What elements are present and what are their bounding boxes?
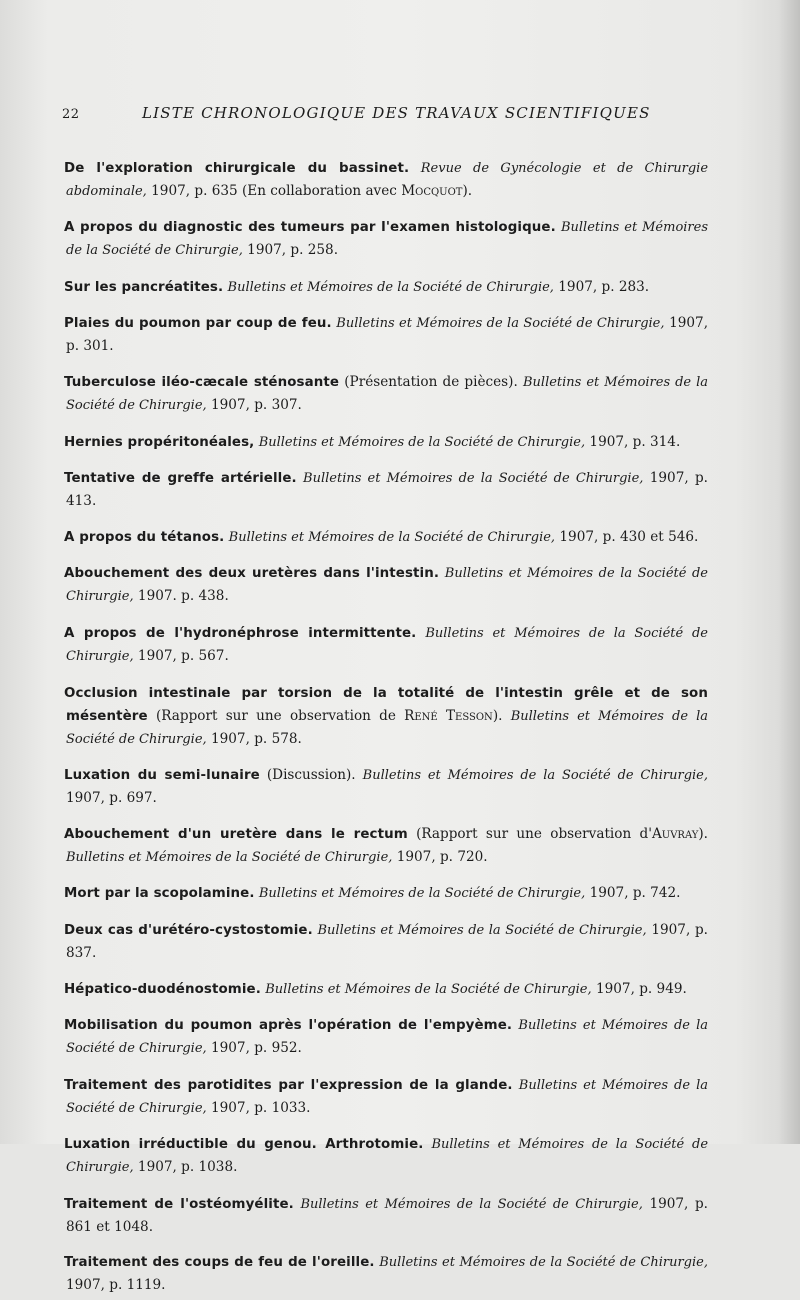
entry-details: 1907, p. 1038. — [137, 1159, 238, 1176]
bibliography-entry — [66, 312, 708, 357]
entry-details: 1907, p. 697. — [66, 790, 157, 807]
entry-suffix: ). — [462, 182, 473, 199]
bibliography-entry — [66, 622, 708, 668]
bibliography-entry — [66, 764, 708, 809]
entry-title: Plaies du poumon par coup de feu. — [64, 316, 332, 332]
entry-journal: Bulletins et Mémoires de la Société de Chirurgie, — [66, 566, 708, 605]
entry-note: (Discussion). — [266, 767, 356, 784]
bibliography-entry — [66, 823, 708, 869]
running-title: LISTE CHRONOLOGIQUE DES TRAVAUX SCIENTIFIQUES — [142, 104, 651, 122]
entry-title: Traitement de l'ostéomyélite. — [64, 1196, 294, 1212]
entry-details: 1907, p. 578. — [210, 730, 302, 747]
bibliography-entry — [66, 1014, 708, 1060]
entry-details: 1907, p. 307. — [210, 396, 302, 413]
entry-journal: Bulletins et Mémoires de la Société de Chirurgie, — [336, 316, 665, 332]
entry-author: Auvray — [651, 825, 699, 842]
entry-details: 1907, p. 861 et 1048. — [66, 1195, 708, 1235]
entry-details: 1907, p. 720. — [396, 848, 488, 865]
entry-journal: Bulletins et Mémoires de la Société de Chirurgie, — [265, 981, 592, 997]
bibliography-entry — [66, 1133, 708, 1179]
bibliography-entry — [66, 682, 708, 751]
bibliography-entry — [66, 467, 708, 512]
bibliography-entry — [66, 882, 708, 905]
entry-journal: Bulletins et Mémoires de la Société de Chirurgie, — [66, 1018, 708, 1057]
entry-note: (Rapport sur une observation d' — [416, 825, 652, 842]
page-header — [62, 104, 722, 126]
entry-note-end: ). — [698, 825, 708, 842]
entry-title: Deux cas d'urétéro-cystostomie. — [64, 922, 313, 938]
entry-details: 1907, p. 301. — [66, 315, 709, 355]
entry-journal: Bulletins et Mémoires de la Société de Chirurgie, — [66, 849, 393, 865]
entry-details: 1907, p. 430 et 546. — [559, 528, 699, 545]
entry-details: 1907, p. 567. — [137, 647, 229, 664]
entry-title: Sur les pancréatites. — [64, 279, 224, 295]
bibliography-entry — [66, 371, 708, 417]
entry-journal: Bulletins et Mémoires de la Société de Chirurgie, — [379, 1255, 708, 1271]
entry-title: Mort par la scopolamine. — [64, 886, 255, 902]
entry-title: A propos de l'hydronéphrose intermittente. — [64, 625, 417, 641]
entry-journal: Bulletins et Mémoires de la Société de Chirurgie, — [66, 220, 709, 259]
entry-journal: Bulletins et Mémoires de la Société de Chirurgie, — [66, 1137, 709, 1176]
entry-title: Occlusion intestinale par torsion de la totalité de l'intestin grêle et de son mésentère — [64, 685, 708, 724]
entry-title: Luxation irréductible du genou. Arthrotomie. — [64, 1137, 424, 1153]
entry-title: Abouchement d'un uretère dans le rectum — [64, 826, 408, 842]
entry-journal: Bulletins et Mémoires de la Société de Chirurgie, — [66, 374, 709, 413]
entry-journal: Bulletins et Mémoires de la Société de Chirurgie, — [300, 1196, 643, 1212]
entry-journal: Bulletins et Mémoires de la Société de Chirurgie, — [303, 471, 644, 487]
entry-title: De l'exploration chirurgicale du bassinet. — [64, 160, 410, 176]
bibliography-entry — [66, 978, 708, 1001]
entry-journal: Bulletins et Mémoires de la Société de Chirurgie, — [227, 279, 554, 295]
entry-title: Mobilisation du poumon après l'opération de l'empyème. — [64, 1018, 513, 1034]
entry-title: A propos du diagnostic des tumeurs par l'examen histologique. — [64, 220, 556, 236]
entry-title: Abouchement des deux uretères dans l'intestin. — [64, 566, 440, 582]
bibliography-entry — [66, 562, 708, 608]
bibliography-entry — [66, 1193, 708, 1238]
entry-title: A propos du tétanos. — [64, 529, 225, 545]
entry-journal: Bulletins et Mémoires de la Société de Chirurgie, — [317, 922, 647, 938]
entry-details: 1907, p. 742. — [589, 885, 681, 902]
entry-title: Hépatico-duodénostomie. — [64, 981, 261, 997]
entry-note-end: ). — [492, 707, 503, 724]
bibliography-entry — [66, 431, 708, 454]
entry-details: 1907, p. 952. — [210, 1040, 302, 1057]
entry-details: 1907, p. 283. — [558, 278, 650, 295]
bibliography-entry — [66, 919, 708, 964]
entry-title: Tentative de greffe artérielle. — [64, 471, 297, 487]
entry-details: 1907. p. 438. — [137, 588, 229, 605]
entry-details: 1907, p. 949. — [595, 980, 687, 997]
entry-details: 1907, p. 1119. — [66, 1277, 166, 1294]
entry-title: Luxation du semi-lunaire — [64, 768, 260, 784]
bibliography-list — [66, 143, 708, 1300]
bibliography-entry — [66, 216, 708, 262]
entry-author: René Tesson — [404, 707, 493, 724]
entry-journal: Bulletins et Mémoires de la Société de Chirurgie, — [362, 768, 708, 784]
entry-title: Traitement des coups de feu de l'oreille. — [64, 1255, 375, 1271]
entry-title: Traitement des parotidites par l'expression de la glande. — [64, 1077, 513, 1093]
entry-title: Hernies propéritonéales, — [64, 434, 255, 450]
entry-details: 1907, p. 837. — [66, 921, 708, 961]
bibliography-entry — [66, 526, 708, 549]
entry-journal: Bulletins et Mémoires de la Société de Chirurgie, — [228, 529, 556, 545]
page-number: 22 — [62, 107, 80, 122]
entry-details: 1907, p. 413. — [66, 470, 709, 510]
entry-details: 1907, p. 635 (En collaboration avec — [151, 182, 397, 199]
entry-details: 1907, p. 314. — [589, 433, 681, 450]
entry-journal: Bulletins et Mémoires de la Société de Chirurgie, — [66, 708, 708, 747]
entry-title: Tuberculose iléo-cæcale sténosante — [64, 374, 340, 390]
bibliography-entry — [66, 1074, 708, 1120]
entry-journal: Revue de Gynécologie et de Chirurgie abdominale, — [66, 160, 709, 199]
entry-note: (Rapport sur une observation de — [155, 707, 396, 724]
entry-journal: Bulletins et Mémoires de la Société de Chirurgie, — [66, 625, 708, 664]
entry-journal: Bulletins et Mémoires de la Société de Chirurgie, — [258, 434, 586, 450]
entry-journal: Bulletins et Mémoires de la Société de Chirurgie, — [258, 886, 586, 902]
entry-details: 1907, p. 258. — [247, 242, 339, 259]
entry-journal: Bulletins et Mémoires de la Société de Chirurgie, — [66, 1077, 708, 1116]
entry-author: Mocquot — [401, 182, 463, 199]
entry-note: (Présentation de pièces). — [344, 373, 518, 390]
entry-details: 1907, p. 1033. — [210, 1099, 311, 1116]
bibliography-entry — [66, 1251, 708, 1296]
bibliography-entry — [66, 276, 708, 299]
bibliography-entry — [66, 157, 708, 203]
